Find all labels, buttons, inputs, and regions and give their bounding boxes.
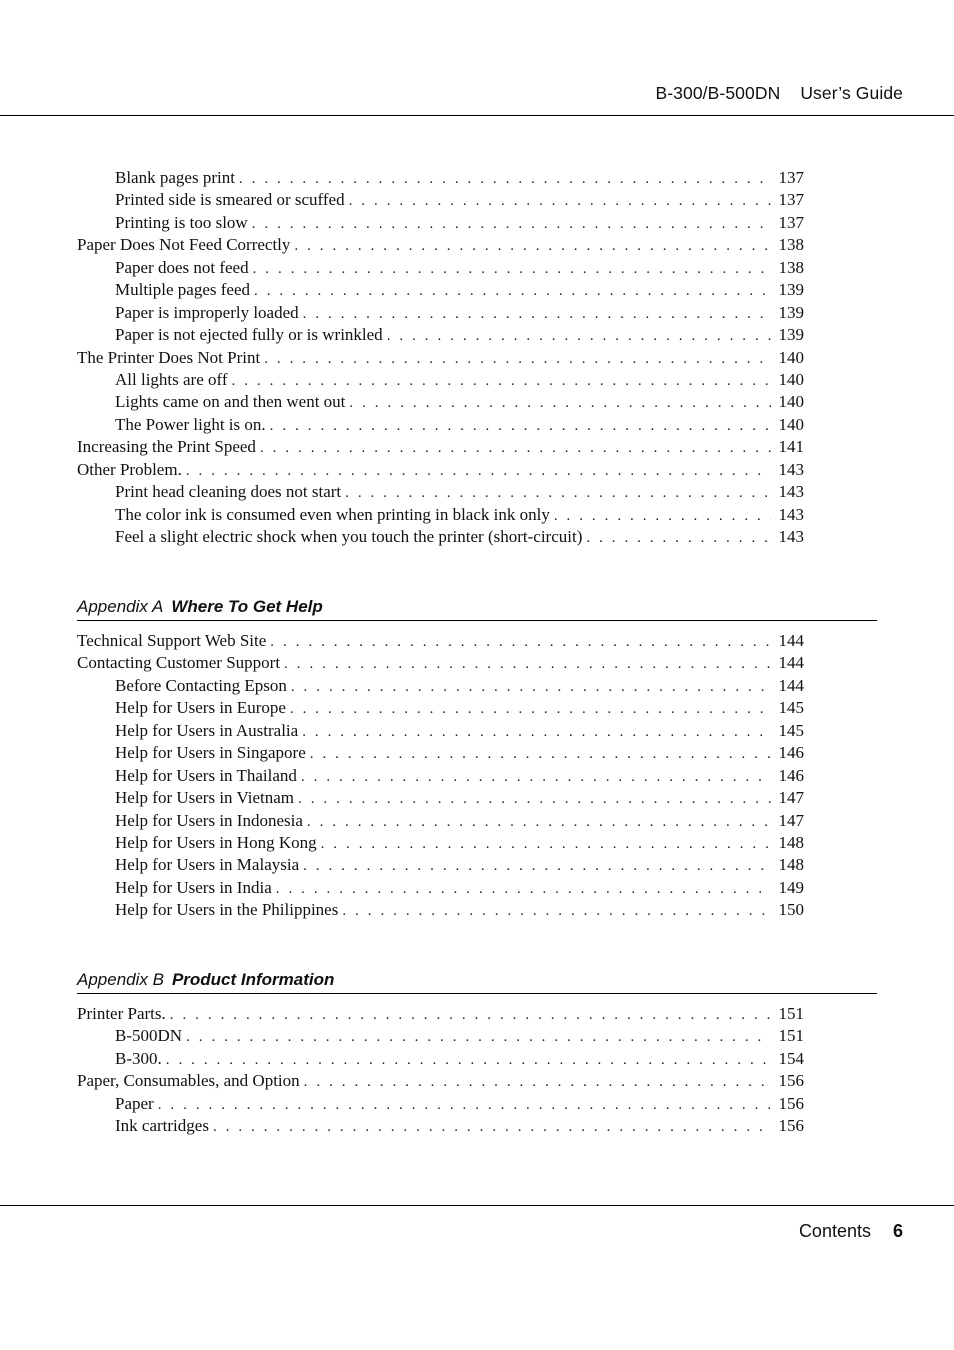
dot-leader — [186, 1029, 771, 1046]
toc-entry-title: The Power light is on. — [115, 414, 266, 434]
toc-entry-page: 156 — [778, 1116, 804, 1136]
dot-leader — [239, 171, 771, 188]
toc-entry[interactable] — [77, 527, 804, 549]
toc-entry-title: Multiple pages feed — [115, 280, 251, 300]
toc-entry-title: The color ink is consumed even when printing in black ink only — [115, 504, 550, 524]
toc-entry-page: 145 — [778, 720, 804, 740]
toc-entry-title: Feel a slight electric shock when you touch the printer (short-circuit) — [115, 527, 583, 546]
toc-entry-title: Help for Users in the Philippines — [115, 900, 339, 920]
toc-entry-title: Help for Users in Hong Kong — [115, 832, 317, 852]
toc-entry-page: 151 — [778, 1026, 804, 1046]
dot-leader — [303, 858, 771, 875]
dot-leader — [252, 216, 771, 233]
toc-entry-page: 154 — [778, 1048, 804, 1068]
toc-entry[interactable] — [77, 190, 804, 212]
toc-entry-page: 148 — [778, 855, 804, 875]
dot-leader — [303, 306, 771, 323]
toc-entry-page: 156 — [778, 1093, 804, 1113]
toc-entry-title: Printer Parts. — [77, 1004, 166, 1023]
toc-entry-page: 143 — [778, 504, 804, 524]
toc-entry-title: All lights are off — [115, 369, 228, 389]
dot-leader — [270, 634, 771, 651]
toc-list — [77, 631, 804, 923]
toc-entry-title: Print head cleaning does not start — [115, 482, 342, 502]
toc-entry[interactable] — [77, 743, 804, 765]
toc-entry[interactable] — [77, 213, 804, 235]
appendix-b-heading — [77, 970, 877, 994]
dot-leader — [342, 903, 771, 920]
toc-entry-page: 144 — [778, 653, 804, 673]
toc-entry[interactable] — [77, 1116, 804, 1138]
dot-leader — [158, 1097, 771, 1114]
toc-entry[interactable] — [77, 788, 804, 810]
toc-entry-page: 151 — [778, 1004, 804, 1023]
toc-entry-title: Help for Users in Singapore — [115, 743, 306, 763]
toc-entry-page: 148 — [778, 832, 804, 852]
toc-entry[interactable] — [77, 811, 804, 833]
toc-entry[interactable] — [77, 235, 804, 257]
toc-entry-page: 156 — [778, 1071, 804, 1091]
toc-entry-page: 140 — [778, 369, 804, 389]
toc-entry-title: Paper, Consumables, and Option — [77, 1071, 300, 1091]
toc-entry-page: 139 — [778, 325, 804, 345]
dot-leader — [270, 418, 771, 435]
appendix-title: Where To Get Help — [171, 597, 323, 616]
dot-leader — [170, 1007, 771, 1024]
toc-entry-page: 143 — [778, 459, 804, 479]
toc-entry-page: 143 — [778, 482, 804, 502]
footer-section: Contents — [798, 1221, 871, 1241]
toc-entry-title: Ink cartridges — [115, 1116, 209, 1136]
toc-entry-title: Printing is too slow — [115, 212, 248, 232]
appendix-label: Appendix A — [77, 597, 164, 616]
toc-entry-page: 139 — [778, 280, 804, 300]
toc-entry-title: Paper is improperly loaded — [115, 302, 299, 322]
dot-leader — [349, 395, 771, 412]
toc-entry-page: 137 — [778, 190, 804, 210]
toc-entry-page: 138 — [778, 235, 804, 255]
toc-entry[interactable] — [77, 415, 804, 437]
toc-entry[interactable] — [77, 1049, 804, 1071]
toc-entry-title: Paper does not feed — [115, 257, 249, 277]
toc-entry[interactable] — [77, 833, 804, 855]
toc-entry[interactable] — [77, 766, 804, 788]
dot-leader — [387, 328, 771, 345]
toc-entry-page: 145 — [778, 698, 804, 718]
toc-entry[interactable] — [77, 1026, 804, 1048]
appendix-a-heading — [77, 597, 877, 621]
toc-entry-page: 150 — [778, 900, 804, 920]
toc-entry[interactable] — [77, 676, 804, 698]
toc-entry[interactable] — [77, 325, 804, 347]
toc-entry[interactable] — [77, 348, 804, 370]
toc-entry[interactable] — [77, 900, 804, 922]
toc-entry-page: 139 — [778, 302, 804, 322]
page-footer — [799, 1221, 903, 1242]
toc-list — [77, 168, 804, 549]
footer-rule — [0, 1205, 954, 1206]
dot-leader — [264, 351, 771, 368]
toc-entry[interactable] — [77, 1004, 804, 1026]
toc-entry[interactable] — [77, 631, 804, 653]
dot-leader — [294, 238, 771, 255]
product-model: B-300/B-500DN — [655, 83, 781, 103]
page-header — [655, 83, 903, 104]
dot-leader — [304, 1074, 771, 1091]
dot-leader — [298, 791, 771, 808]
toc-entry-page: 147 — [778, 788, 804, 808]
toc-entry-page: 147 — [778, 810, 804, 830]
toc-entry-title: B-300. — [115, 1048, 162, 1068]
toc-entry-title: Lights came on and then went out — [115, 392, 346, 412]
dot-leader — [321, 836, 771, 853]
toc-entry-title: Before Contacting Epson — [115, 675, 287, 695]
toc-entry[interactable] — [77, 698, 804, 720]
toc-entry[interactable] — [77, 653, 804, 675]
toc-entry[interactable] — [77, 1094, 804, 1116]
toc-entry-title: Help for Users in Indonesia — [115, 810, 303, 830]
toc-entry[interactable] — [77, 721, 804, 743]
toc-entry[interactable] — [77, 855, 804, 877]
toc-entry[interactable] — [77, 168, 804, 190]
header-rule — [0, 115, 954, 116]
toc-entry-title: Help for Users in India — [115, 877, 272, 897]
toc-entry[interactable] — [77, 482, 804, 504]
toc-entry[interactable] — [77, 370, 804, 392]
dot-leader — [310, 746, 771, 763]
toc-entry[interactable] — [77, 392, 804, 414]
toc-entry-page: 140 — [778, 392, 804, 412]
toc-entry-title: Blank pages print — [115, 168, 235, 187]
toc-entry-title: Increasing the Print Speed — [77, 437, 256, 457]
toc-entry-page: 146 — [778, 765, 804, 785]
dot-leader — [253, 261, 771, 278]
guide-title: User’s Guide — [800, 83, 903, 103]
toc-entry-title: Paper Does Not Feed Correctly — [77, 235, 291, 255]
toc-entry-page: 141 — [778, 437, 804, 457]
toc-entry-title: Paper is not ejected fully or is wrinkled — [115, 325, 383, 345]
toc-entry-title: Help for Users in Thailand — [115, 765, 297, 785]
dot-leader — [213, 1119, 771, 1136]
toc-list — [77, 1004, 804, 1139]
dot-leader — [166, 1052, 771, 1069]
toc-entry-title: Technical Support Web Site — [77, 631, 267, 650]
toc-entry-page: 144 — [778, 675, 804, 695]
toc-entry-title: Other Problem. — [77, 459, 182, 479]
page-number: 6 — [892, 1221, 903, 1241]
dot-leader — [254, 283, 771, 300]
toc-entry-page: 149 — [778, 877, 804, 897]
dot-leader — [291, 679, 771, 696]
dot-leader — [302, 724, 771, 741]
dot-leader — [284, 656, 771, 673]
dot-leader — [186, 463, 771, 480]
toc-entry-page: 146 — [778, 743, 804, 763]
dot-leader — [276, 881, 771, 898]
toc-entry-page: 138 — [778, 257, 804, 277]
dot-leader — [554, 508, 771, 525]
toc-entry-page: 143 — [778, 527, 804, 546]
toc-entry[interactable] — [77, 303, 804, 325]
dot-leader — [586, 530, 771, 547]
toc-entry[interactable] — [77, 258, 804, 280]
dot-leader — [349, 193, 771, 210]
dot-leader — [260, 440, 771, 457]
toc-entry-title: B-500DN — [115, 1026, 183, 1046]
toc-entry-page: 137 — [778, 212, 804, 232]
toc-entry-title: The Printer Does Not Print — [77, 347, 261, 367]
toc-entry[interactable] — [77, 505, 804, 527]
appendix-title: Product Information — [171, 970, 335, 989]
toc-entry-title: Help for Users in Europe — [115, 698, 286, 718]
toc-entry[interactable] — [77, 280, 804, 302]
toc-entry-title: Contacting Customer Support — [77, 653, 281, 673]
toc-entry[interactable] — [77, 878, 804, 900]
toc-entry[interactable] — [77, 1071, 804, 1093]
dot-leader — [232, 373, 771, 390]
toc-entry[interactable] — [77, 460, 804, 482]
dot-leader — [345, 485, 771, 502]
toc-entry-page: 144 — [778, 631, 804, 650]
toc-entry-title: Help for Users in Malaysia — [115, 855, 300, 875]
toc-entry-title: Help for Users in Vietnam — [115, 788, 295, 808]
appendix-label: Appendix B — [77, 970, 164, 989]
toc-entry-title: Printed side is smeared or scuffed — [115, 190, 345, 210]
toc-entry-title: Help for Users in Australia — [115, 720, 299, 740]
toc-entry-page: 140 — [778, 347, 804, 367]
toc-entry-page: 137 — [778, 168, 804, 187]
toc-entry[interactable] — [77, 437, 804, 459]
toc-entry-title: Paper — [115, 1093, 154, 1113]
dot-leader — [290, 701, 771, 718]
dot-leader — [301, 769, 771, 786]
toc-entry-page: 140 — [778, 414, 804, 434]
dot-leader — [307, 814, 771, 831]
